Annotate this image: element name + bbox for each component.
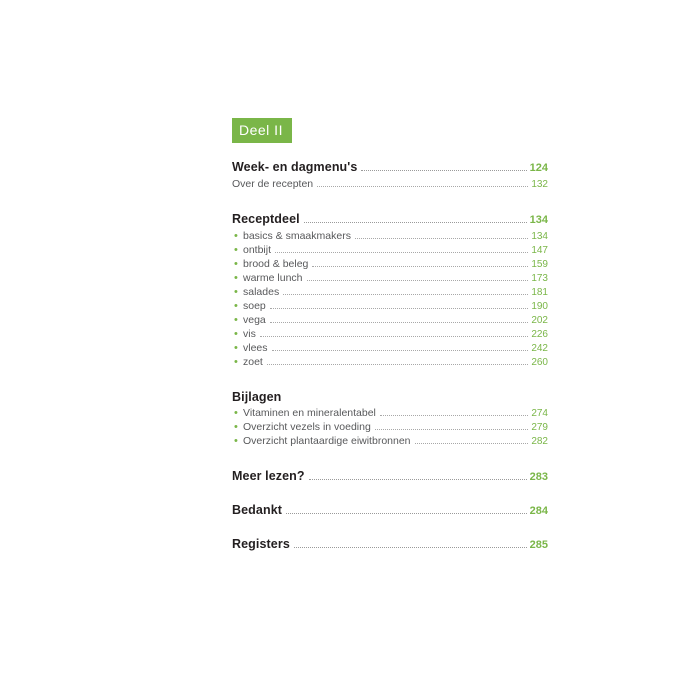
toc-entry-page: 285 (529, 539, 548, 551)
toc-entry-over-de-recepten[interactable] (232, 178, 548, 190)
toc-entry-ontbijt[interactable] (232, 244, 548, 256)
toc-entry-label: • brood & beleg (232, 258, 308, 270)
toc-entry-page: 181 (531, 287, 548, 298)
toc-entry-bijlagen[interactable] (232, 390, 548, 404)
toc-entry-label: Meer lezen? (232, 469, 305, 483)
toc-entry-page: 132 (531, 179, 548, 190)
leader-dots (375, 428, 529, 430)
toc-entry-page: 173 (531, 273, 548, 284)
toc-entry-overzicht-plantaardige-eiwitbronnen[interactable] (232, 435, 548, 447)
toc-entry-label: Week- en dagmenu's (232, 160, 358, 174)
toc-entry-label: • vega (232, 314, 266, 326)
spacer (232, 487, 548, 503)
leader-dots (309, 478, 527, 480)
toc-entry-page: 274 (531, 408, 548, 419)
toc-entry-label: • Vitaminen en mineralentabel (232, 407, 376, 419)
toc-entry-page: 202 (531, 315, 548, 326)
part-badge: Deel II (232, 118, 292, 143)
toc-entry-label: Bedankt (232, 503, 283, 517)
toc-entry-receptdeel[interactable] (232, 212, 548, 227)
leader-dots (272, 349, 529, 351)
toc-entry-page: 159 (531, 259, 548, 270)
spacer (232, 192, 548, 212)
spacer (232, 449, 548, 469)
toc-entry-label: • salades (232, 286, 279, 298)
toc-section-week-en-dagmenus (232, 160, 548, 190)
toc-entry-page: 134 (531, 231, 548, 242)
leader-dots (286, 512, 527, 514)
toc-entry-label: • ontbijt (232, 244, 271, 256)
leader-dots (304, 221, 527, 223)
leader-dots (312, 265, 528, 267)
toc-entry-salades[interactable] (232, 286, 548, 298)
toc-entry-warme-lunch[interactable] (232, 272, 548, 284)
toc-entry-page: 284 (529, 505, 548, 517)
toc-entry-brood-beleg[interactable] (232, 258, 548, 270)
toc-entry-page: 190 (531, 301, 548, 312)
toc-entry-page: 279 (531, 422, 548, 433)
spacer (232, 370, 548, 390)
toc-entry-page: 242 (531, 343, 548, 354)
toc-entry-page: 226 (531, 329, 548, 340)
toc-entry-label: Over de recepten (232, 178, 314, 190)
toc-entry-label: Registers (232, 537, 290, 551)
leader-dots (275, 251, 528, 253)
toc-entry-zoet[interactable] (232, 356, 548, 368)
toc-entry-label: • Overzicht plantaardige eiwitbronnen (232, 435, 411, 447)
toc-entry-bedankt[interactable] (232, 503, 548, 518)
table-of-contents (232, 118, 548, 555)
toc-entry-page: 282 (531, 436, 548, 447)
toc-entry-label: • vlees (232, 342, 268, 354)
toc-entry-label: • basics & smaakmakers (232, 230, 351, 242)
leader-dots (355, 237, 528, 239)
toc-section-bijlagen (232, 390, 548, 447)
leader-dots (380, 414, 528, 416)
leader-dots (415, 442, 529, 444)
toc-entry-basics-smaakmakers[interactable] (232, 230, 548, 242)
leader-dots (283, 293, 528, 295)
leader-dots (317, 185, 528, 187)
leader-dots (294, 546, 527, 548)
toc-entry-label: Bijlagen (232, 390, 282, 404)
toc-entry-label: • soep (232, 300, 266, 312)
toc-entry-soep[interactable] (232, 300, 548, 312)
toc-entry-page: 134 (529, 214, 548, 226)
toc-entry-label: • warme lunch (232, 272, 303, 284)
leader-dots (307, 279, 529, 281)
leader-dots (361, 169, 526, 171)
leader-dots (270, 307, 529, 309)
toc-entry-label: • zoet (232, 356, 263, 368)
toc-entry-meer-lezen[interactable] (232, 469, 548, 484)
toc-entry-label: Receptdeel (232, 212, 300, 226)
toc-entry-vega[interactable] (232, 314, 548, 326)
toc-entry-registers[interactable] (232, 537, 548, 552)
toc-entry-page: 124 (529, 162, 548, 174)
toc-entry-page: 283 (529, 471, 548, 483)
toc-entry-label: • vis (232, 328, 256, 340)
toc-entry-page: 147 (531, 245, 548, 256)
toc-entry-page: 260 (531, 357, 548, 368)
toc-entry-overzicht-vezels[interactable] (232, 421, 548, 433)
leader-dots (267, 363, 528, 365)
toc-entry-vlees[interactable] (232, 342, 548, 354)
toc-entry-vis[interactable] (232, 328, 548, 340)
toc-entry-label: • Overzicht vezels in voeding (232, 421, 371, 433)
toc-entry-vitaminen-mineralentabel[interactable] (232, 407, 548, 419)
leader-dots (260, 335, 528, 337)
toc-section-receptdeel (232, 212, 548, 368)
spacer (232, 521, 548, 537)
toc-entry-week-en-dagmenus[interactable] (232, 160, 548, 175)
leader-dots (270, 321, 529, 323)
